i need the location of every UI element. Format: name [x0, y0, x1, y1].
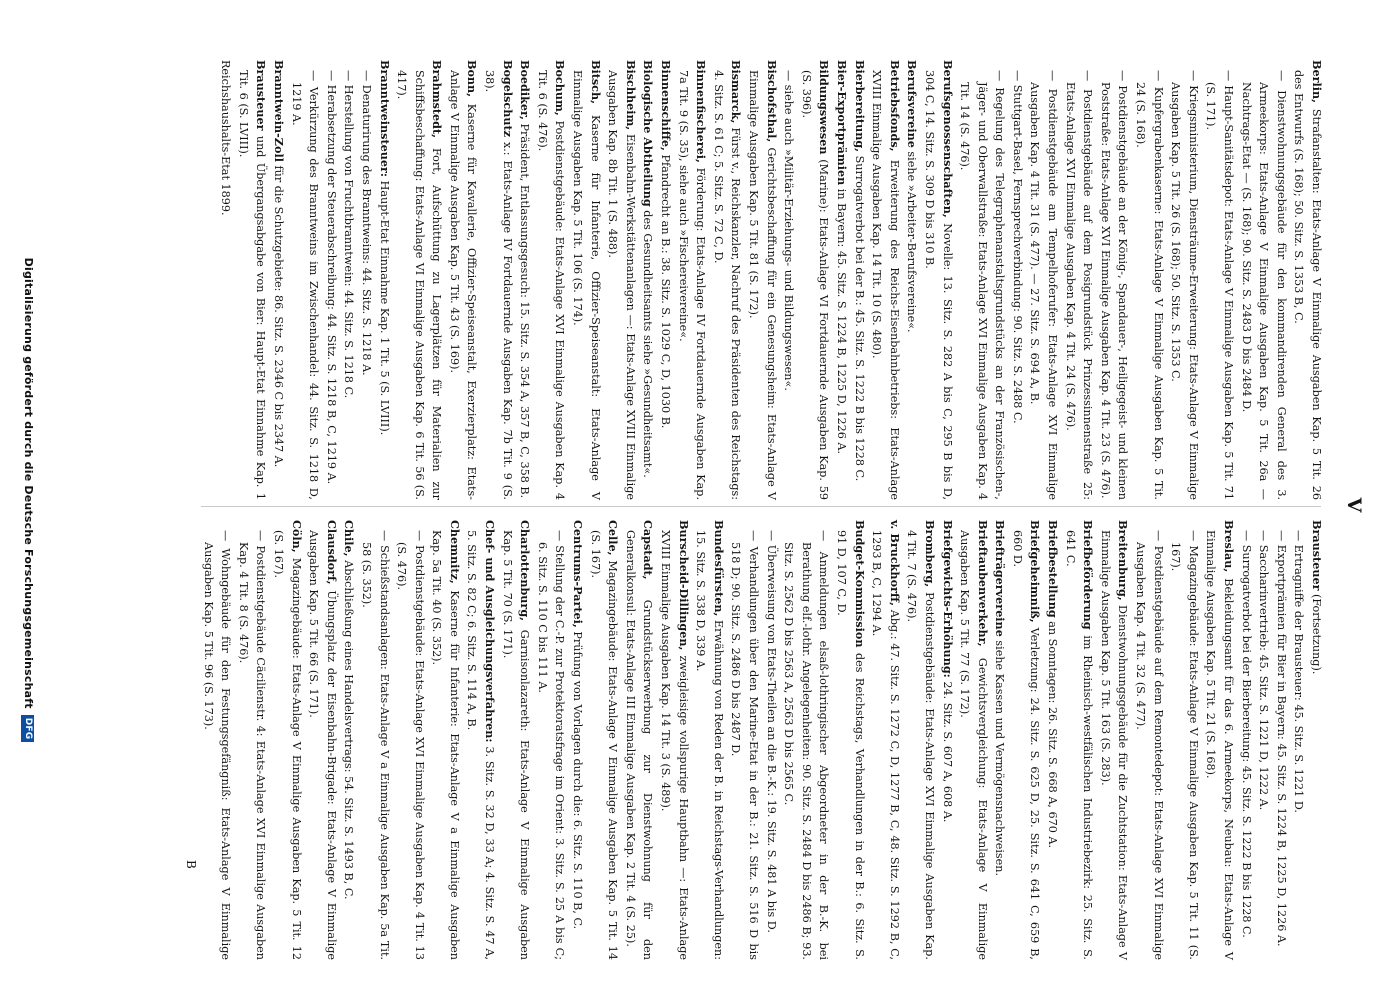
- index-entry-text: Erwähnung von Reden der B. in Reichstags-Verhandlungen: 15. Sitz. S. 338 D, 339 A.: [694, 530, 725, 960]
- index-keyword: Binnenfischerei,: [694, 60, 709, 163]
- index-column-left: [217, 60, 1325, 500]
- index-entry: [656, 60, 674, 500]
- index-entry-text: Verkürzung des Branntweins im Zwischenhandel: 44. Sitz. S. 1218 D, 1219 A.: [289, 82, 321, 500]
- index-entry-text: Fort, Aufschüttung zu Lagerplätzen für Materialien zur Schiffsbeschaffung: Etats-Anlage VI Einmalige Ausgaben Kap. 6 Tit. 56 (S. 417).: [395, 70, 444, 500]
- index-subentry: [1167, 82, 1202, 500]
- index-subentry: [1131, 542, 1166, 960]
- index-column-right: [199, 520, 1325, 960]
- index-entry-text: Novelle: 13. Sitz. S. 282 A bis C, 295 B bis D, 304 C, 14. Sitz. S. 309 D bis 310 B.: [922, 70, 954, 501]
- index-keyword: Bischofsthal,: [764, 60, 779, 143]
- index-keyword: Celle,: [606, 520, 621, 556]
- index-entry: [604, 60, 639, 500]
- index-entry-text: Abg.: 47. Sitz. S. 1272 C, D, 1277 B, C, 48. Sitz. S. 1292 B, C, 1293 B, C, 1294 A.: [870, 530, 901, 960]
- index-entry-text: des Reichstags, Verhandlungen in der B.: 6. Sitz. S. 91 D, 107 C, D.: [834, 530, 866, 960]
- index-entry: [568, 520, 586, 960]
- index-entry-text: Herstellung von Fruchtbranntwein: 44. Sitz. S. 1218 C.: [342, 84, 356, 399]
- index-subentry: [1026, 82, 1061, 500]
- index-entry-text: Surrogatverbot bei der Bierbereitung: 45. Sitz. S. 1222 B bis 1228 C.: [1239, 544, 1253, 938]
- index-keyword: Bromberg,: [922, 520, 937, 588]
- index-keyword: Biologische Abtheilung: [641, 60, 656, 207]
- index-entry-text: Surrogatverbot bei der B.: 45. Sitz. S. 1222 B bis 1228 C.: [852, 155, 866, 482]
- index-entry: [797, 60, 832, 500]
- index-entry: [1202, 520, 1237, 960]
- index-entry: [463, 520, 498, 961]
- index-entry-text: Haupt-Etat Einnahme Kap. 1 Tit. 5 (S. LVIII).: [377, 180, 391, 436]
- index-keyword: Bismarck,: [729, 60, 744, 124]
- index-entry: [234, 60, 269, 500]
- index-entry-text: Stuttgart-Basel, Fernsprechverbindung: 90. Sitz. S. 2488 C.: [1010, 84, 1024, 424]
- index-entry: [1096, 520, 1131, 960]
- index-keyword: Capstadt,: [641, 520, 656, 580]
- index-subentry: [1202, 82, 1237, 500]
- index-keyword: Brausteuer: [254, 60, 269, 131]
- index-entry: [1290, 60, 1325, 500]
- index-keyword: Boediker,: [518, 60, 533, 120]
- index-entry: [920, 60, 955, 501]
- index-entry: [956, 520, 991, 960]
- index-keyword: Breitenburg,: [1116, 520, 1131, 601]
- index-subentry: [340, 82, 358, 500]
- index-entry: [674, 60, 709, 500]
- index-keyword: Brieftaubenverkehr,: [975, 520, 990, 647]
- index-entry-text: Kaserne für Kavallerie, Offizier-Speiseanstalt, Exerzierplatz: Etats-Anlage V Einmalige Ausgaben Kap. 5 Tit. 43 (S. 169).: [447, 70, 479, 500]
- index-entry: [481, 60, 516, 500]
- index-entry-text: Kaserne für Infanterie: Etats-Anlage V a Einmalige Ausgaben Kap. 5a Tit. 40 (S. 352).: [430, 530, 461, 960]
- index-entry-text: Eisenbahn-Werkstättenanlagen —: Etats-Anlage XVIII Einmalige Ausgaben Kap. 8b Tit. 1 (S. 488).: [606, 70, 637, 500]
- index-keyword: Bierbereitung,: [852, 60, 867, 153]
- index-entry-text: siehe »Arbeiter-Berufsvereine«.: [905, 151, 919, 333]
- index-keyword: Berlin,: [1310, 60, 1324, 103]
- index-entry-text: Kupfergrabenkaserne: Etats-Anlage V Einmalige Ausgaben Kap. 5 Tit. 24 (S. 168).: [1134, 82, 1165, 500]
- digitization-credit: [22, 0, 36, 1000]
- index-subentry: [322, 82, 340, 500]
- index-subentry: [956, 82, 1009, 500]
- index-entry-text: Erweiterung des Reichs-Eisenbahnbetriebs: Etats-Anlage XVIII Einmalige Ausgaben Kap. 14 Tit. 10 (S. 480).: [870, 70, 901, 500]
- index-keyword: Brahmstedt,: [430, 60, 445, 139]
- index-keyword: v. Bruckhorff,: [887, 520, 902, 606]
- index-entry-text: 24. Sitz. S. 607 A, 608 A.: [940, 681, 954, 823]
- index-subentry: [1255, 542, 1273, 960]
- index-keyword: Burscheid-Dillingen,: [676, 520, 691, 651]
- index-entry-text: Kaserne für Infanterie, Offizier-Speiseanstalt: Etats-Anlage V Einmalige Ausgaben Kap. 5 Tit. 106 (S. 174).: [571, 70, 602, 500]
- index-entry-text: Denaturirung des Branntweins: 44. Sitz. S. 1218 A.: [359, 84, 373, 376]
- index-entry: [868, 60, 903, 500]
- index-entry-text: Reichshaushalts-Etat 1899.: [219, 60, 233, 216]
- index-entry-text: Postdienstgebäude am Tempelhoferufer: Etats-Anlage XVI Einmalige Ausgaben Kap. 4 Tit. 31 (S. 477). — 27. Sitz. S. 694 A, B.: [1028, 82, 1060, 500]
- index-entry-text: Grundstückserwerbung zur Dienstwohnung für den Generalkonsul: Etats-Anlage III Einmalige Ausgaben Kap. 2 Tit. 4 (S. 25).: [623, 530, 655, 960]
- index-entry-text: Stellung der C.-P. zur Protektoratsfrage im Orient: 3. Sitz. S. 25 A bis C; 6. Sitz. S. 110 C bis 111 A.: [535, 542, 567, 960]
- index-entry-text: Dienstwohnungsgebäude für den kommandirenden General des 3. Armeekorps: Etats-Anlage V Einmalige Ausgaben Kap. 5 Tit. 26a — Nachtrags-Etat — (S. 168); 90. Sitz. S. 2483 D bis 2484 D.: [1239, 82, 1288, 500]
- index-keyword: Branntweinsteuer:: [377, 60, 392, 178]
- index-keyword: Bonn,: [465, 60, 480, 98]
- index-subentry: [1131, 82, 1166, 500]
- index-entry: [991, 520, 1009, 960]
- index-entry-text: Haupt-Sanitätsdepot: Etats-Anlage V Einmalige Ausgaben Kap. 5 Tit. 71 (S. 171).: [1204, 82, 1236, 500]
- index-entry: [1061, 520, 1096, 960]
- index-subentry: [1061, 82, 1096, 500]
- index-entry-text: Postdienstgebäude an der König-, Spandauer-, Heiligegeist- und kleinen Poststraße: Etats-Anlage XVI Einmalige Ausgaben Kap. 4 Tit. 23 (S. 476).: [1098, 82, 1130, 500]
- index-keyword: Binnenschiffe,: [659, 60, 674, 151]
- index-entry-text: Magazingebäude: Etats-Anlage V Einmalige Ausgaben Kap. 5 Tit. 11 (S. 167).: [1169, 542, 1200, 960]
- index-keyword: Briefgewichts-Erhöhung:: [940, 520, 955, 678]
- index-entry: [393, 60, 446, 500]
- index-subentry: [1167, 542, 1202, 960]
- index-entry: [1307, 520, 1325, 960]
- index-entry-text: an Sonntagen: 26. Sitz. S. 668 A, 670 A.: [1046, 621, 1060, 849]
- index-entry: [428, 520, 463, 960]
- index-entry: [340, 520, 358, 960]
- index-subentry: [1290, 542, 1308, 960]
- index-entry-text: Postdienstgebäude auf dem Posigrundstück Prinzessinnenstraße 25: Etats-Anlage XVI Einmalige Ausgaben Kap. 4 Tit. 24 (S. 476).: [1063, 82, 1095, 500]
- index-entry-text: Postdienstgebäude: Etats-Anlage XVI Einmalige Ausgaben Kap. 4 Tit. 6 (S. 476).: [535, 70, 567, 501]
- index-entry-text: Gerichtsbeschaffung für ein Genesungsheim: Etats-Anlage V Einmalige Ausgaben Kap. 5 Tit. 81 (S. 172).: [747, 70, 778, 501]
- index-entry-text: Strafanstalten: Etats-Anlage V Einmalige Ausgaben Kap. 5 Tit. 26 des Entwurfs (S. 168); 50. Sitz. S. 1353 B, C.: [1292, 70, 1323, 500]
- dfg-logo-icon: DFG: [22, 715, 35, 743]
- index-entry-text: Präsident, Entlassungsgesuch: 15. Sitz. S. 354 A, 357 B, C, 358 B.: [518, 123, 532, 499]
- index-entry-text: 3. Sitz. S. 32 D, 33 A; 4. Sitz. S. 47 A, 5. Sitz. S. 82 C; 6. Sitz. S. 114 A, B.: [465, 530, 497, 961]
- index-entry-text: (Marine): Etats-Anlage VI Fortdauernde Ausgaben Kap. 59 (S. 396).: [799, 70, 831, 500]
- index-keyword: Bundesfürsten,: [711, 520, 726, 617]
- index-subentry: [1008, 82, 1026, 500]
- index-keyword: Bitsch,: [588, 60, 603, 105]
- index-subentry: [533, 542, 568, 960]
- index-subentry: [1096, 82, 1131, 500]
- index-entry: [903, 60, 921, 500]
- index-entry: [586, 520, 621, 960]
- index-entry: [832, 520, 867, 960]
- index-entry: [868, 520, 903, 960]
- index-entry: [709, 60, 744, 500]
- index-entry-text: Fürst v., Reichskanzler, Nachruf des Präsidenten des Reichstags: 4. Sitz. S. 61 C; 5. Sitz. S. 72 C, D.: [711, 70, 743, 500]
- index-entry-text: Magazingebäude: Etats-Anlage V Einmalige Ausgaben Kap. 5 Tit. 14 (S. 167).: [588, 530, 620, 960]
- index-entry-text: (Fortsetzung).: [1310, 594, 1323, 675]
- index-entry-text: Gewichtsvergleichung: Etats-Anlage V Einmalige Ausgaben Kap. 5 Tit. 77 (S. 172).: [958, 530, 989, 960]
- index-entry-text: Übungsplatz der Eisenbahn-Brigade: Etats-Anlage V Einmalige Ausgaben Kap. 5 Tit. 66 (S. 171).: [307, 530, 338, 961]
- index-subentry: [780, 82, 798, 500]
- index-entry-text: Exportprämien für Bier in Bayern: 45. Sitz. S. 1224 B, 1225 D, 1226 A.: [1274, 544, 1288, 947]
- index-entry-text: Saccharinvertrieb: 45. Sitz. S. 1221 D, 1222 A.: [1257, 544, 1271, 811]
- index-keyword: Berufsgenossenschaften,: [940, 60, 955, 218]
- index-entry: [832, 60, 850, 500]
- index-entry-text: siehe auch »Militär-Erziehungs- und Bildungswesen«.: [782, 84, 796, 391]
- index-entry-text: Kriegsministerium, Diensträume-Erweiterung: Etats-Anlage V Einmalige Ausgaben Kap. 5 Tit. 26 (S. 168); 50. Sitz. S. 1353 C.: [1169, 82, 1200, 500]
- index-entry: [269, 520, 304, 960]
- index-keyword: Brausteuer: [1310, 520, 1324, 591]
- index-entry-text: siehe Kassen und Vermögensnachweisen.: [993, 640, 1007, 877]
- index-entry: [498, 520, 533, 960]
- index-entry-text: Ertragniffe der Brausteuer: 45. Sitz. S. 1221 D.: [1292, 544, 1306, 813]
- index-keyword: Clausdorf,: [324, 520, 339, 585]
- index-entry-text: Bekleidungsamt für das 6. Armeekorps, Neubau: Etats-Anlage V Einmalige Ausgaben Kap. 5 Tit. 21 (S. 168).: [1204, 530, 1236, 960]
- index-entry: [516, 60, 534, 500]
- index-entry-text: Regelung des Telegraphenanstaltsgrundstücks an der Französischen-, Jäger- und Oberwallstraße: Etats-Anlage XVI Einmalige Ausgaben Kap. 4 Tit. 14 (S. 476).: [958, 82, 1007, 500]
- index-entry: [533, 60, 568, 501]
- index-entry-text: Garnisonlazareth: Etats-Anlage V Einmalige Ausgaben Kap. 5 Tit. 70 (S. 171).: [500, 530, 532, 960]
- index-entry-text: Pfandrecht an B.: 38. Sitz. S. 1029 C, D, 1030 B.: [659, 154, 673, 429]
- index-entry-text: zweigleisige vollspurige Hauptbahn —: Etats-Anlage XVIII Einmalige Ausgaben Kap. 14 Tit. 3 (S. 489).: [659, 530, 690, 960]
- index-entry-text: Dienstwohnungsgebäude für die Zuchtstation: Etats-Anlage V Einmalige Ausgaben Kap. 5 Tit. 163 (S. 283).: [1098, 530, 1130, 960]
- index-entry-text: Überweisung von Etats-Theilen an die B.-K.: 19. Sitz. S. 481 A bis D.: [764, 544, 778, 933]
- index-subentry: [287, 82, 322, 500]
- index-keyword: Chef- und Ausgleichungsverfahren:: [483, 520, 498, 743]
- index-keyword: Bochum,: [553, 60, 568, 116]
- index-keyword: Charlottenburg,: [518, 520, 533, 622]
- index-keyword: Briefbeförderung: [1081, 520, 1096, 630]
- index-entry: [217, 60, 235, 500]
- index-entry: [938, 520, 956, 960]
- index-entry-text: Förderung: Etats-Anlage IV Fortdauernde Ausgaben Kap. 7a Tit. 9 (S. 35), siehe auch »Fischereivereine«.: [676, 70, 708, 500]
- index-subentry: [727, 542, 762, 960]
- index-subentry: [234, 542, 269, 960]
- index-entry-text: Wohngebäude für den Festungsgefängniß: Etats-Anlage V Einmalige Ausgaben Kap. 5 Tit. 96 (S. 173).: [201, 542, 233, 960]
- index-subentry: [762, 542, 780, 960]
- index-entry-text: Postdienstgebäude: Etats-Anlage XVI Einmalige Ausgaben Kap. 4 Tit. 7 (S. 476).: [905, 530, 936, 960]
- index-entry: [1008, 520, 1043, 960]
- index-entry-text: Herabsetzung der Steuerabschreibung: 44. Sitz. S. 1218 B, C, 1219 A.: [324, 84, 338, 485]
- index-keyword: Branntwein-Zoll: [271, 60, 286, 162]
- index-subentry: [1272, 542, 1290, 960]
- index-entry-text: Abschließung eines Handelsvertrags: 54. Sitz. S. 1493 B, C.: [342, 560, 356, 900]
- index-entry: [568, 60, 603, 500]
- column-divider: [201, 506, 1321, 507]
- index-keyword: Briefbestellung: [1046, 520, 1061, 618]
- index-keyword: Betriebsfonds,: [887, 60, 902, 152]
- index-entry: [850, 60, 868, 500]
- index-subentry: [199, 542, 234, 960]
- index-subentry: [780, 542, 833, 960]
- index-entry-text: des Gesundheitsamts siehe »Gesundheitsamt«.: [641, 210, 655, 478]
- index-entry: [692, 520, 727, 960]
- index-subentry: [357, 82, 375, 500]
- index-subentry: [1237, 542, 1255, 960]
- index-keyword: Briefgeheimniß,: [1028, 520, 1043, 623]
- index-entry-text: Postdienstgebäude auf dem Remontedepot: Etats-Anlage XVI Einmalige Ausgaben Kap. 4 Tit. 32 (S. 477).: [1134, 542, 1165, 960]
- index-entry-text: Verhandlungen über den Marine-Etat in der B.: 21. Sitz. S. 516 D bis 518 D; 90. Sitz. S. 2486 D bis 2487 D.: [729, 542, 760, 960]
- index-entry-text: im Rheinisch-westfälischen Industriebezirk: 25. Sitz. S. 641 C.: [1063, 530, 1095, 960]
- index-keyword: Bischheim,: [623, 60, 638, 131]
- index-entry: [656, 520, 691, 960]
- index-subentry: [1237, 82, 1290, 500]
- index-keyword: Chile,: [342, 520, 357, 557]
- index-entry-text: in Bayern: 45. Sitz. S. 1224 B, 1225 D, 1226 A.: [834, 188, 848, 455]
- index-keyword: Bier-Exportprämien: [834, 60, 849, 186]
- index-entry: [744, 60, 779, 501]
- credit-text: Digitalisierung gefördert durch die Deutsche Forschungsgemeinschaft: [22, 257, 35, 709]
- index-keyword: Briefträgervereine: [993, 520, 1008, 637]
- index-entry-text: Postdienstgebäude Cäcilienstr. 4: Etats-Anlage XVI Einmalige Ausgaben Kap. 4 Tit. 8 (S. 476).: [236, 542, 268, 960]
- index-subentry: [393, 542, 428, 960]
- index-keyword: Berufsvereine: [905, 60, 920, 148]
- index-entry-text: x.: Etats-Anlage IV Fortdauernde Ausgaben Kap. 7b Tit. 9 (S. 38).: [483, 70, 514, 500]
- index-entry: [1044, 520, 1062, 960]
- index-subentry: [357, 542, 392, 960]
- index-entry-text: und Übergangsabgabe von Bier: Haupt-Etat Einnahme Kap. 1 Tit. 6 (S. LVIII).: [236, 70, 268, 500]
- index-entry-text: Magazingebäude: Etats-Anlage V Einmalige Ausgaben Kap. 5 Tit. 12 (S. 167).: [271, 530, 303, 960]
- signature-letter: B: [184, 860, 198, 869]
- index-keyword: Budget-Kommission: [852, 520, 867, 648]
- index-keyword: Centrums-Partei,: [571, 520, 586, 628]
- index-keyword: Breslau,: [1222, 520, 1237, 573]
- index-keyword: Bogelschutz: [500, 60, 515, 138]
- index-entry: [305, 520, 340, 961]
- index-entry-text: Postdienstgebäude: Etats-Anlage XVI Einmalige Ausgaben Kap. 4 Tit. 13 (S. 476).: [395, 542, 426, 960]
- index-entry-text: Anmeldungen elsaß-lothringischer Abgeordneter in der B.-K. bei Berathung elf.-lothr. Angelegenheiten: 90. Sitz. S. 2484 D bis 2486 B; 93. Sitz. S. 2562 D bis 2563 A, 2563 D bis 2565 C.: [782, 542, 831, 960]
- index-entry-text: für die Schutzgebiete: 86. Sitz. S. 2346 C bis 2347 A.: [271, 165, 285, 468]
- index-entry: [269, 60, 287, 500]
- index-keyword: Bildungswesen: [817, 60, 832, 155]
- index-keyword: Chemnitz,: [447, 520, 462, 584]
- index-entry: [903, 520, 938, 960]
- page-number: V: [1343, 497, 1365, 513]
- index-entry-text: Prüfung von Vorlagen durch die: 6. Sitz. S. 110 B, C.: [571, 631, 585, 930]
- index-entry-text: Verletzung: 24. Sitz. S. 625 D, 25. Sitz. S. 641 C, 659 B, 660 D.: [1010, 530, 1042, 960]
- index-entry: [639, 60, 657, 500]
- index-entry: [445, 60, 480, 500]
- index-entry: [375, 60, 393, 500]
- index-entry: [621, 520, 656, 960]
- index-entry-text: Schießstandsanlagen: Etats-Anlage V a Einmalige Ausgaben Kap. 5a Tit. 58 (S. 352).: [359, 542, 391, 961]
- index-keyword: Cöln,: [289, 520, 304, 553]
